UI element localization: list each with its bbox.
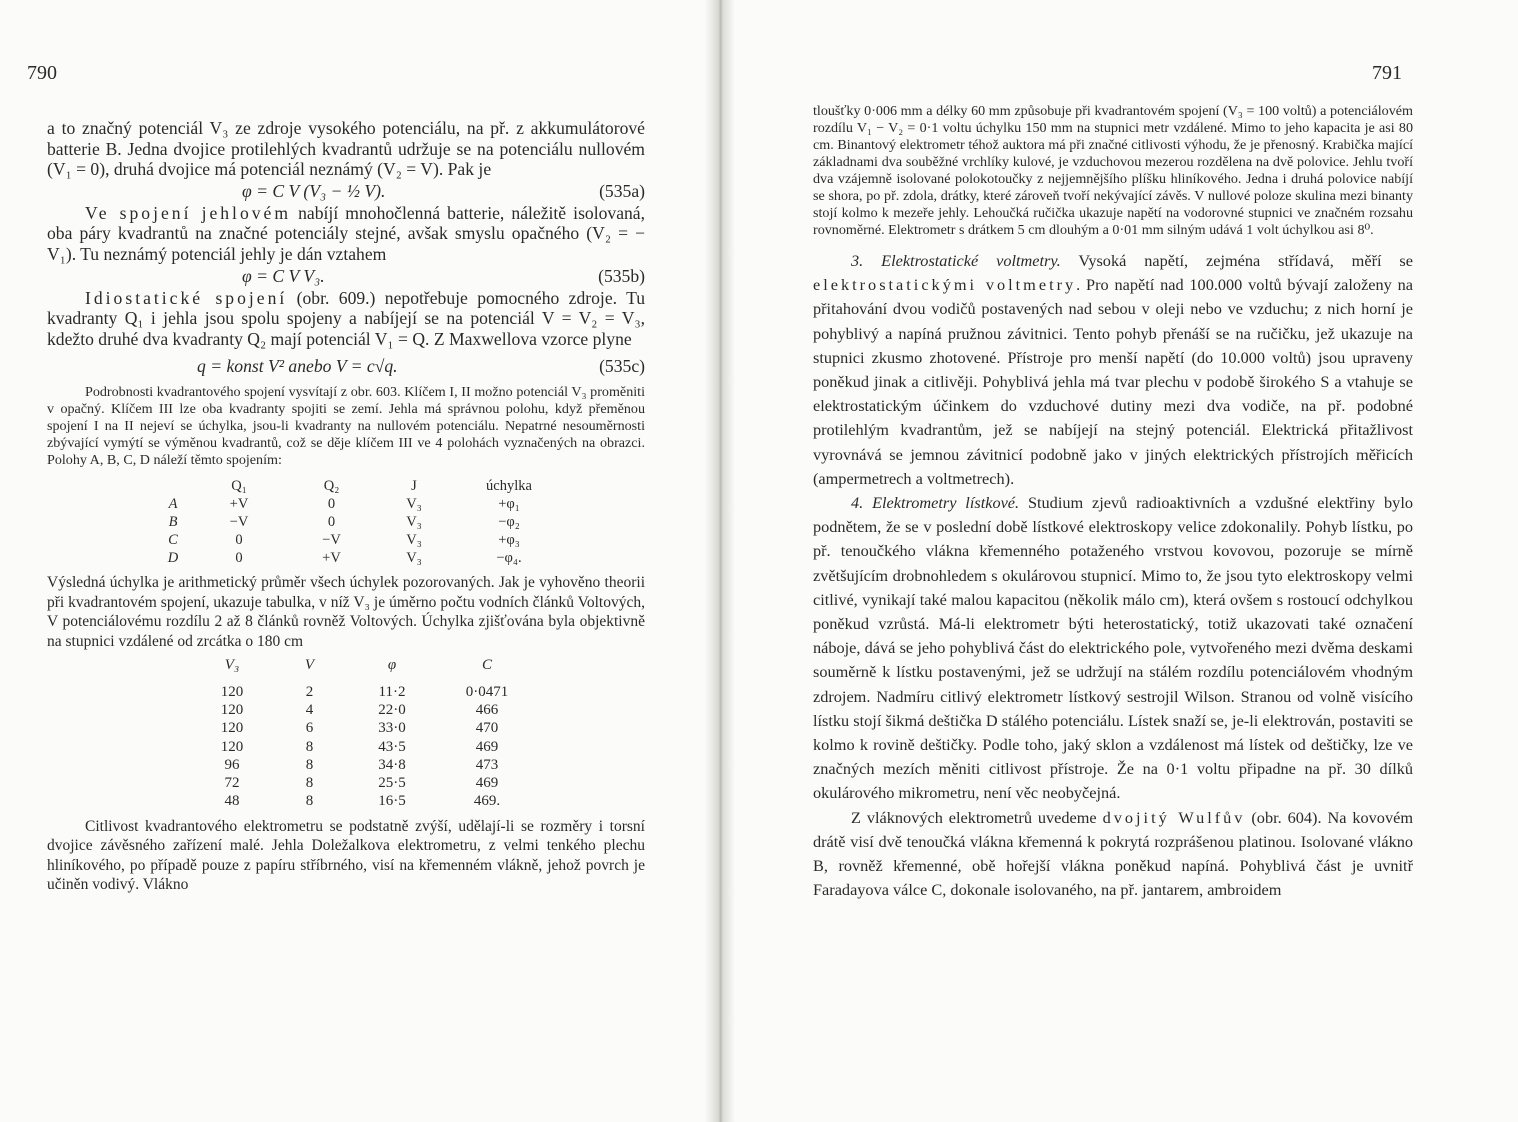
table-cell: +φ₁	[498, 495, 520, 512]
table-cell: 25·5	[378, 775, 406, 792]
table-header: Q₂	[323, 477, 340, 494]
table-row	[197, 793, 542, 811]
table-cell: 120	[220, 701, 244, 718]
table-cell: 0	[327, 513, 336, 530]
table-cell: 8	[305, 775, 314, 792]
table-cell: V₃	[406, 495, 422, 512]
table-cell: 120	[220, 683, 244, 700]
paragraph-text: Z vláknových elektrometrů uvedeme	[851, 807, 1103, 827]
section-heading: 4. Elektrometry lístkové.	[851, 493, 1020, 513]
table-cell: +V	[322, 549, 341, 566]
table-cell: 72	[224, 775, 240, 792]
table-header: φ	[387, 656, 397, 673]
table-cell: 0·0471	[465, 683, 509, 700]
paragraph: a to značný potenciál V₃ ze zdroje vysokého potenciálu, na př. z akkumulátorové batterie B. Jedna dvojice protilehlých kvadrantů udržuje se na potenciálu nullovém (V₁ = 0), druhá dvojice má potenciál neznámý (V₂ = V). Pak je	[47, 118, 645, 180]
paragraph: tloušťky 0·006 mm a délky 60 mm způsobuje při kvadrantovém spojení (V₃ = 100 voltů) a potenciálovém rozdílu V₁ − V₂ = 0·1 voltu úchylku 150 mm na stupnici metr vzdálené. Mimo to jeho kapacita je asi 80 cm. Binantový elektrometr téhož auktora má při značné citlivosti výhodu, že je přenosný. Krabička mající základnami dva souběžné vrchlíky kulové, je vzduchovou mezerou rozdělena na dvě polovice. Jehlu tvoří dva vzájemně isolované polokotoučky z nejjemnějšího plíšku hliníkového. Jedna i druhá polovice nabíjí se shora, po př. zdola, drátky, které zároveň tvoří nekývající závěs. V nullové poloze skulina mezi binanty stojí kolmo k mezeře jehly. Lehoučká ručička ukazuje napětí na vodorovné stupnici ve značném rozsahu rovnoměrné. Elektrometr s drátkem 5 cm dlouhým a 0·01 mm silným udává 1 volt úchylkou asi 8⁰.	[813, 103, 1413, 238]
spaced-term: dvojitý Wulfův	[1102, 807, 1246, 827]
table-cell: 48	[224, 793, 240, 810]
equation-formula: φ = C V V₃.	[242, 265, 325, 286]
table-header: C	[481, 656, 492, 673]
table-cell: 470	[475, 720, 499, 737]
left-page	[0, 0, 705, 1122]
equation	[47, 265, 645, 288]
table-cell: V₃	[406, 531, 422, 548]
paragraph-text: nabíjí mnohočlenná batterie, náležitě isolovaná, oba páry kvadrantů na značné potenciály stejné, avšak smyslu opačného (V₂ = − V₁). Tu neznámý potenciál jehly je dán vztahem	[47, 202, 646, 264]
table-cell: 2	[305, 683, 314, 700]
page-number: 791	[1372, 62, 1402, 84]
paragraph	[47, 203, 645, 265]
paragraph: Výsledná úchylka je arithmetický průměr všech úchylek pozorovaných. Jak je vyhověno theorii při kvadrantovém spojení, ukazuje tabulka, v níž V₃ je úměrno počtu vodních článků Voltových, V potenciálovému rozdílu 2 až 8 článků rovněž Voltových. Úchylka zjišťována byla objektivně na stupnici vzdálené od zrcátka o 180 cm	[47, 574, 645, 650]
right-text-column	[813, 103, 1413, 902]
table-cell: 8	[305, 756, 314, 773]
table-cell: 469.	[473, 793, 501, 810]
table-row	[197, 720, 542, 738]
table-cell: 43·5	[378, 738, 406, 755]
table-row	[157, 549, 564, 567]
equation-number: (535b)	[598, 265, 645, 286]
book-gutter	[705, 0, 735, 1122]
table-row	[157, 531, 564, 549]
table-cell: 22·0	[378, 701, 406, 718]
table-row	[197, 683, 542, 701]
equation	[47, 355, 645, 378]
measurement-table	[197, 657, 542, 811]
table-cell: 33·0	[378, 720, 406, 737]
table-cell: C	[168, 531, 178, 548]
table-cell: 16·5	[378, 793, 406, 810]
paragraph-text: Studium zjevů radioaktivních a vzdušné elektřiny bylo podnětem, že se v poslední době lístkové elektroskopy velice zdokonalily. Pohyb lístku, po př. tenoučkého vlákna křemenného potaženého vrstvou kovovou, pozoruje se mírně zvětšujícím drobnohledem s okulárovou stupnicí. Mimo to, že jsou tyto elektroskopy velmi citlivé, vynikají také malou kapacitou (několik málo cm), která ovšem s rostoucí odchylkou poněkud vzrůstá. Má-li elektrometr býti heterostatický, totiž ukazovati také označení náboje, dává se jeho pohyblivá část do elektrického pole, vytvořeného mezi dvěma deskami souměrně k lístku postavenými, jež se udržují na stálém rozdílu potenciálovém vhodným zdrojem. Nadmíru citlivý elektrometr lístkový sestrojil Wilson. Stranou od volně visícího lístku stojí šikmá deštička D stálého potenciálu. Lístek snaží se, je-li elektrován, postaviti se kolmo k rovině deštičky. Podle toho, jaký sklon a vzdálenost má lístek od deštičky, lze ve značných mezích měniti citlivost přístroje. Že na 0·1 voltu připadne na př. 30 dílků okulárového mikrometru, není věc neobyčejná.	[813, 493, 1413, 803]
equation	[47, 180, 645, 203]
table-cell: 120	[220, 720, 244, 737]
equation-number: (535a)	[599, 180, 645, 201]
table-cell: +V	[229, 495, 249, 512]
table-cell: 0	[235, 531, 243, 548]
table-cell: 469	[475, 775, 499, 792]
paragraph-text: (obr. 609.) nepotřebuje pomocného zdroje. Tu kvadranty Q₁ i jehla jsou spolu spojeny a nabíjejí se na potenciál V = V₂ = V₃, kdežto druhé dva kvadranty Q₂ mají potenciál V₁ = Q. Z Maxwellova vzorce plyne	[47, 287, 646, 349]
table-row	[157, 513, 564, 531]
spaced-term: Idiostatické spojení	[85, 287, 288, 308]
section-heading: 3. Elektrostatické voltmetry.	[851, 251, 1061, 270]
table-header: J	[411, 477, 417, 494]
table-cell: −φ₂	[498, 513, 520, 530]
table-cell: 0	[235, 549, 243, 566]
table-cell: A	[168, 495, 178, 512]
paragraph: Podrobnosti kvadrantového spojení vysvítají z obr. 603. Klíčem I, II možno potenciál V₃ proměniti v opačný. Klíčem III lze oba kvadranty spojiti se zemí. Jehla má správnou polohu, když přeměnou spojení I na II nejeví se úchylka, jsou-li kvadranty na nullovém potenciálu. Nepatrné nesouměrnosti zbývající vymýtí se výměnou kvadrantů, což se děje klíčem III ve 4 polohách vyznačených na obrazci. Polohy A, B, C, D náleží těmto spojením:	[47, 384, 645, 469]
table-header: V₃	[224, 656, 240, 673]
table-cell: −V	[229, 513, 249, 530]
table-cell: 11·2	[378, 683, 406, 700]
table-cell: 96	[224, 756, 240, 773]
table-cell: −φ₄.	[496, 549, 522, 566]
paragraph	[813, 249, 1413, 491]
paragraph: Citlivost kvadrantového elektrometru se podstatně zvýší, udělají-li se rozměry i torsní dvojice závěsného zařízení malé. Jehla Doležalkova elektrometru, z velmi tenkého plechu hliníkového, po případě pouze z papíru stříbrného, visí na křemenném vlákně, jehož povrch je učiněn vodivý. Vlákno	[47, 818, 645, 894]
table-cell: 0	[327, 495, 336, 512]
table-cell: 8	[305, 738, 314, 755]
left-text-column	[47, 118, 645, 895]
page-number: 790	[27, 62, 57, 84]
table-row	[197, 738, 542, 756]
table-header: Q₁	[231, 477, 247, 494]
paragraph-text: (obr. 604). Na kovovém drátě visí dvě tenoučká vlákna křemenná k pokrytá rozprášenou platinou. Isolované vlákno B, rovněž křemenné, obě hořejší vlákna poněkud napíná. Pohyblivá část je uvnitř Faradayova válce C, dokonale isolovaného, na př. jantarem, ambroidem	[813, 807, 1413, 900]
table-cell: D	[167, 549, 179, 566]
table-header: úchylka	[486, 477, 532, 494]
equation-formula: q = konst V² anebo V = c√q.	[197, 356, 398, 377]
paragraph	[813, 806, 1413, 903]
table-cell: 4	[305, 701, 314, 718]
polarity-table	[157, 477, 564, 567]
equation-number: (535c)	[599, 356, 645, 377]
spaced-term: Ve spojení jehlovém	[85, 202, 292, 223]
table-cell: V₃	[406, 513, 422, 530]
table-cell: 466	[475, 701, 499, 718]
table-cell: 473	[475, 756, 499, 773]
table-row	[157, 495, 564, 513]
table-cell: +φ₃	[498, 531, 520, 548]
spaced-term: elektrostatickými voltmetry	[813, 275, 1077, 295]
table-cell: 6	[305, 720, 314, 737]
table-cell: 120	[220, 738, 244, 755]
paragraph-text: Vysoká napětí, zejména střídavá, měří se	[1060, 251, 1413, 270]
equation-formula: φ = C V (V₃ − ½ V).	[242, 180, 386, 201]
table-row	[197, 774, 542, 792]
paragraph	[813, 491, 1413, 806]
table-cell: 469	[475, 738, 499, 755]
table-header	[157, 477, 189, 495]
table-header: V	[304, 656, 315, 673]
right-page	[735, 0, 1518, 1122]
table-row	[197, 756, 542, 774]
table-row	[197, 701, 542, 719]
table-cell: V₃	[406, 549, 422, 566]
table-cell: 8	[305, 793, 314, 810]
paragraph	[47, 288, 645, 350]
table-cell: 34·8	[378, 756, 406, 773]
paragraph-text: . Pro napětí nad 100.000 voltů bývají založeny na přitahování dvou vodičů postavených nad sebou v oleji nebo ve vzduchu; z nich horní je pohyblivý a napíná pružnou závitnici. Tento pohyb přenáší se na ručičku, jež ukazuje na stupnici zkusmo zhotovené. Přístroje pro menší napětí (do 10.000 voltů) jsou upraveny poněkud jinak a citlivěji. Pohyblivá jehla má tvar plechu v podobě širokého S a vtahuje se elektrostatickým účinkem do vzduchové dutiny mezi dva vodiče, na př. podobné protilehlým kvadrantům, jež se nabíjejí na stejný potenciál. Elektrická přitažlivost vyrovnává se jemnou závitnicí podobně jako v jiných elektrických přístrojích měřicích (ampermetrech a voltmetrech).	[813, 275, 1413, 488]
table-cell: B	[168, 513, 178, 530]
table-cell: −V	[322, 531, 341, 548]
